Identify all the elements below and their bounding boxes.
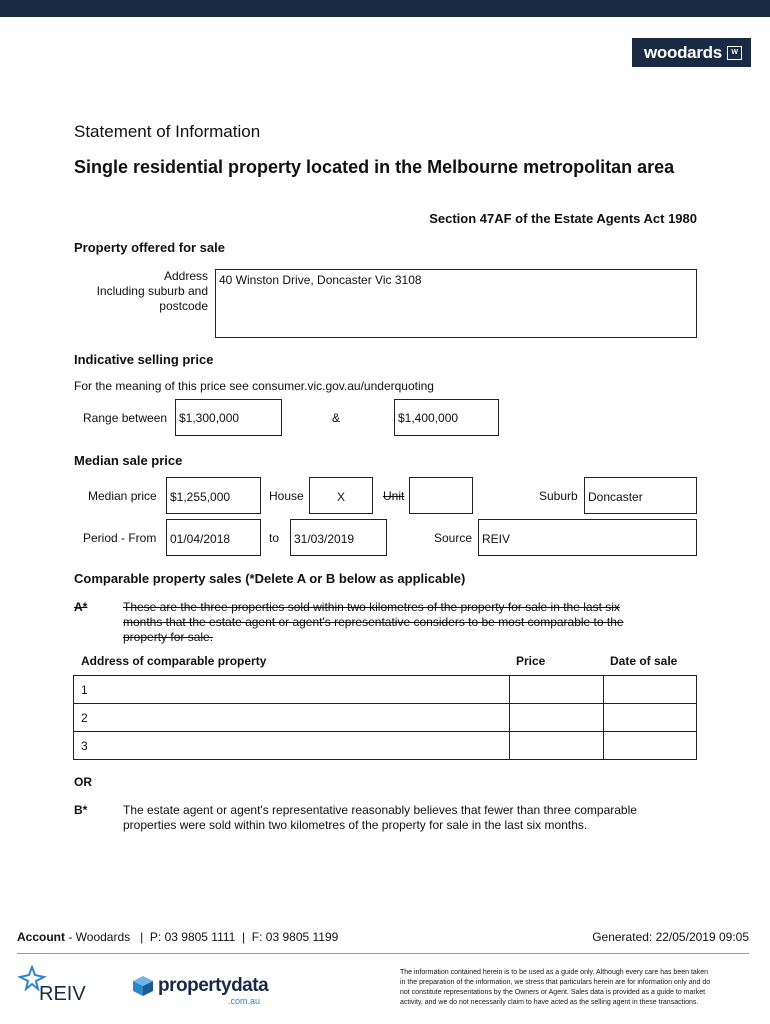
footer-divider (17, 953, 749, 954)
logo-text: woodards (644, 43, 722, 62)
disclaimer (400, 968, 752, 1008)
option-b-line: The estate agent or agent's representative reasonably believes that fewer than three comparable (123, 803, 637, 817)
table-row (74, 704, 697, 732)
row-number: 1 (81, 682, 88, 697)
table-row (74, 676, 697, 704)
option-a-line: property for sale. (123, 630, 214, 644)
unit-label: Unit (383, 489, 405, 503)
address-label-line: Address (163, 269, 208, 283)
statement-heading: Statement of Information (74, 122, 261, 141)
comparable-section-heading: Comparable property sales (*Delete A or B below as applicable) (74, 571, 466, 586)
act-reference: Section 47AF of the Estate Agents Act 1980 (429, 211, 697, 226)
row-price-cell[interactable] (510, 732, 604, 760)
propertydata-domain: .com.au (228, 996, 261, 1006)
woodards-logo (632, 38, 751, 67)
page-title: Single residential property located in the Melbourne metropolitan area (74, 157, 675, 177)
range-high-field[interactable]: $1,400,000 (394, 399, 499, 436)
range-low-field[interactable]: $1,300,000 (175, 399, 282, 436)
unit-field[interactable] (409, 477, 473, 514)
option-a-text (123, 600, 703, 645)
or-label: OR (74, 775, 92, 789)
option-a-marker: A* (74, 600, 88, 614)
period-to-label: to (269, 531, 280, 545)
address-label-line: postcode (159, 299, 208, 313)
top-bar (0, 0, 770, 17)
option-b-line: properties were sold within two kilometres of the property for sale in the last six months. (123, 818, 588, 832)
logo-mark-icon: W (727, 46, 742, 60)
row-date-cell[interactable] (604, 676, 697, 704)
house-field[interactable]: X (309, 477, 373, 514)
disclaimer-line: in the preparation of the information, we stress that particulars herein are for information only and do (400, 979, 711, 986)
reiv-text: REIV (39, 983, 86, 1005)
median-section-heading: Median sale price (74, 453, 183, 468)
house-label: House (269, 489, 304, 503)
address-label (97, 269, 208, 314)
range-label: Range between (83, 411, 168, 425)
row-address-cell[interactable] (74, 732, 510, 760)
address-label-line: Including suburb and (96, 284, 208, 298)
option-a-line: months that the estate agent or agent's representative considers to be most comparable to the (123, 615, 624, 629)
range-separator: & (332, 411, 341, 425)
disclaimer-line: The information contained herein is to be used as a guide only. Although every care has been taken (400, 969, 709, 976)
row-number: 2 (81, 710, 88, 725)
option-b-marker: B* (74, 803, 88, 817)
col-address-header: Address of comparable property (81, 654, 267, 668)
median-price-field[interactable]: $1,255,000 (166, 477, 261, 514)
row-date-cell[interactable] (604, 732, 697, 760)
property-section-heading: Property offered for sale (74, 240, 225, 255)
account-label: Account (17, 930, 65, 944)
suburb-field[interactable]: Doncaster (584, 477, 697, 514)
option-a-line: These are the three properties sold within two kilometres of the property for sale in the last six (123, 600, 620, 614)
row-date-cell[interactable] (604, 704, 697, 732)
reiv-logo (17, 965, 97, 1005)
option-b-text (123, 803, 703, 833)
suburb-label: Suburb (539, 489, 578, 503)
col-date-header: Date of sale (610, 654, 678, 668)
row-number: 3 (81, 738, 88, 753)
propertydata-text: propertydata (158, 975, 269, 996)
source-label: Source (434, 531, 473, 545)
source-field[interactable]: REIV (478, 519, 697, 556)
row-price-cell[interactable] (510, 676, 604, 704)
address-field[interactable]: 40 Winston Drive, Doncaster Vic 3108 (215, 269, 697, 338)
propertydata-cube-icon (131, 974, 155, 998)
disclaimer-line: activity, and we do not necessarily claim to have acted as the selling agent in these transactions. (400, 999, 699, 1006)
account-line (17, 930, 338, 944)
generated-timestamp: Generated: 22/05/2019 09:05 (592, 930, 749, 944)
period-to-field[interactable]: 31/03/2019 (290, 519, 387, 556)
period-from-label: Period - From (83, 531, 157, 545)
median-price-label: Median price (88, 489, 157, 503)
disclaimer-line: not constitute representations by the Owners or Agent. Sales data is provided as a guide to market (400, 989, 706, 996)
period-from-field[interactable]: 01/04/2018 (166, 519, 261, 556)
row-address-cell[interactable] (74, 676, 510, 704)
propertydata-logo (131, 972, 271, 1008)
col-price-header: Price (516, 654, 546, 668)
row-address-cell[interactable] (74, 704, 510, 732)
table-row (74, 732, 697, 760)
comparable-sales-table (73, 675, 697, 760)
row-price-cell[interactable] (510, 704, 604, 732)
indicative-section-heading: Indicative selling price (74, 352, 214, 367)
account-details: - Woodards | P: 03 9805 1111 | F: 03 9805 1199 (65, 930, 339, 944)
underquoting-note: For the meaning of this price see consumer.vic.gov.au/underquoting (74, 379, 434, 393)
